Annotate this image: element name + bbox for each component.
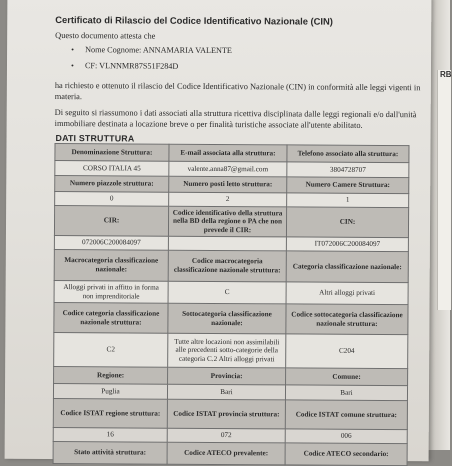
intro-text: Questo documento attesta che <box>55 31 156 41</box>
certificate-page <box>5 0 432 461</box>
paragraph-2-line-1: Di seguito si riassumono i dati associati alla struttura ricettiva disciplinata dalle leggi regionali e/o dall'unità <box>54 108 417 120</box>
value-cell: Tutte altre locazioni non assimilabili alle precedenti sotto-categorie della categoria C.2 Altri alloggi privati <box>168 333 286 368</box>
header-cell: Codice ATECO prevalente: <box>167 442 285 465</box>
table-header-row <box>54 206 408 238</box>
header-cell: Codice ISTAT regione struttura: <box>53 398 167 428</box>
table-header-row <box>54 302 408 334</box>
paragraph-2-line-2: immobiliare destinata a locazione breve o per finalità turistiche associate all'utente abilitato. <box>54 119 363 130</box>
value-cell: C <box>168 281 286 304</box>
header-cell: Denominazione Struttura: <box>55 144 169 162</box>
header-cell: Provincia: <box>168 367 286 385</box>
value-cell: 0 <box>55 192 169 207</box>
header-cell: Codice sottocategoria classificazione nazionale struttura: <box>286 304 408 335</box>
header-cell: Codice ISTAT comune struttura: <box>285 400 407 430</box>
value-cell: Bari <box>167 384 285 400</box>
side-sheet-text: RB <box>440 70 452 79</box>
header-cell: Numero Camere Struttura: <box>287 177 409 194</box>
header-cell: Numero piazzole struttura: <box>55 176 169 193</box>
header-cell: Sottocategoria classificazione nazionale: <box>168 303 286 334</box>
header-cell: CIN: <box>286 207 408 238</box>
header-cell: Macrocategoria classificazione nazionale: <box>54 250 168 282</box>
header-cell: Categoria classificazione nazionale: <box>286 251 408 283</box>
section-title: DATI STRUTTURA <box>55 133 135 144</box>
header-cell: Regione: <box>54 366 168 384</box>
table-header-row <box>54 250 408 283</box>
header-cell: Codice macrocategoria classificazione nazionale struttura: <box>168 250 286 282</box>
value-cell: 2 <box>169 192 287 207</box>
header-cell: Codice ISTAT provincia struttura: <box>167 399 285 429</box>
header-cell: CIR: <box>54 206 168 237</box>
value-cell: 006 <box>285 429 407 444</box>
paragraph-1-line-2: materia. <box>54 92 83 102</box>
value-cell: Altri alloggi privati <box>286 282 408 305</box>
value-cell: CORSO ITALIA 45 <box>55 161 169 177</box>
value-cell: C2 <box>54 332 168 367</box>
header-cell: Telefono associato alla struttura: <box>287 145 409 163</box>
header-cell: Codice ATECO secondario: <box>285 443 407 466</box>
table-row <box>54 332 408 368</box>
value-cell: 16 <box>53 427 167 442</box>
structure-data-table <box>53 143 410 466</box>
bullet-fiscal-code: • CF: VLNNMR87S51F284D <box>85 61 178 71</box>
value-cell: 072 <box>167 428 285 443</box>
value-cell: Bari <box>285 385 407 401</box>
second-sheet-edge <box>437 70 451 310</box>
value-cell: C204 <box>286 334 408 369</box>
value-cell: Puglia <box>53 383 167 399</box>
header-cell: Codice identificativo della struttura nella BD della regione o PA che non prevede il CIR: <box>168 206 286 237</box>
header-cell: Comune: <box>286 368 408 386</box>
value-cell: 072006C200084097 <box>54 236 168 251</box>
value-cell <box>168 236 286 251</box>
value-cell: valente.anna87@gmail.com <box>169 161 287 177</box>
header-cell: Numero posti letto struttura: <box>169 176 287 193</box>
value-cell: 1 <box>287 193 409 208</box>
table-row <box>54 281 408 305</box>
document-title: Certificato di Rilascio del Codice Identificativo Nazionale (CIN) <box>55 14 333 27</box>
table-header-row <box>53 441 407 465</box>
value-cell: 3804728707 <box>287 162 409 178</box>
bullet-name: • Nome Cognome: ANNAMARIA VALENTE <box>85 45 232 55</box>
value-cell: Alloggi privati in affitto in forma non imprenditoriale <box>54 281 168 304</box>
header-cell: E-mail associata alla struttura: <box>169 144 287 162</box>
value-cell: IT072006C200084097 <box>286 237 408 252</box>
header-cell: Codice categoria classificazione nazionale struttura: <box>54 302 168 333</box>
table-header-row <box>53 398 407 429</box>
table-header-row <box>54 366 408 385</box>
paragraph-1-line-1: ha richiesto e ottenuto il rilascio del Codice Identificativo Nazionale (CIN) in conformità alle leggi vigenti in <box>54 81 421 93</box>
header-cell: Stato attività struttura: <box>53 441 167 464</box>
table-header-row <box>55 144 409 163</box>
